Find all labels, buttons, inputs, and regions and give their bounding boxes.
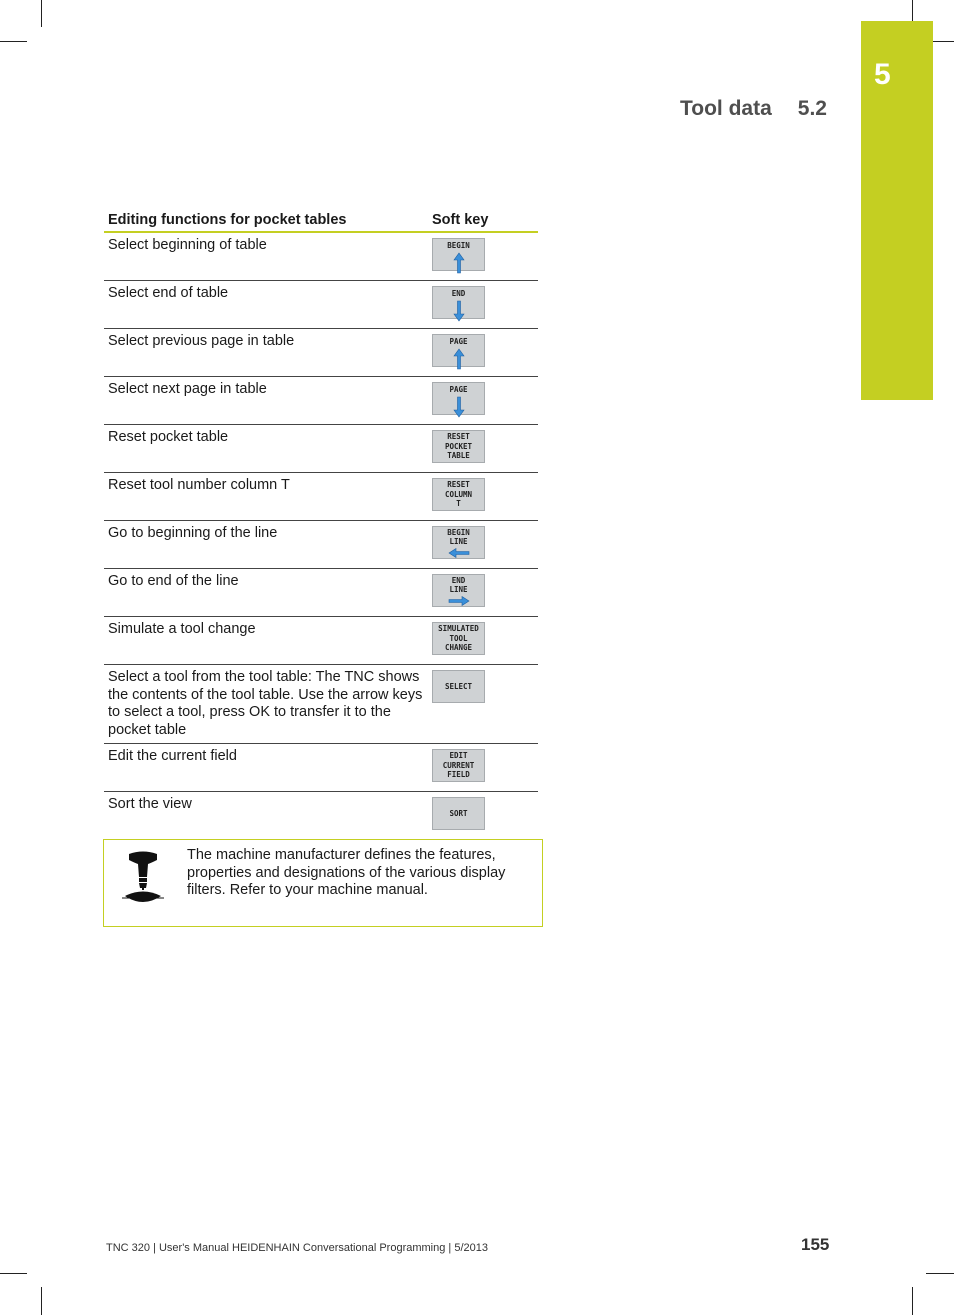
function-description: Sort the view — [104, 792, 428, 840]
softkey-cell — [428, 792, 538, 840]
softkey-begin[interactable] — [432, 238, 485, 271]
page-number: 155 — [801, 1235, 830, 1254]
table-row — [104, 425, 538, 473]
arrow-up-icon — [453, 252, 465, 274]
note-divider — [185, 840, 186, 926]
table-row — [104, 617, 538, 665]
crop-mark — [41, 1287, 42, 1315]
softkey-label: END — [451, 575, 466, 585]
table-row — [104, 329, 538, 377]
softkey-cell — [428, 232, 538, 281]
crop-mark — [912, 0, 913, 21]
softkey-label: POCKET — [444, 441, 473, 451]
softkey-label: SORT — [449, 808, 468, 818]
softkey-cell — [428, 665, 538, 744]
page-header — [680, 97, 827, 121]
header-section: 5.2 — [797, 97, 827, 120]
function-description: Select a tool from the tool table: The TNC shows the contents of the tool table. Use the arrow keys to select a tool, press OK to transfer it to the pocket table — [104, 665, 428, 744]
softkey-label: T — [456, 499, 461, 509]
table-row — [104, 377, 538, 425]
pocket-table-functions — [104, 208, 538, 840]
table-row — [104, 792, 538, 840]
function-description: Go to end of the line — [104, 569, 428, 617]
softkey-label: PAGE — [449, 337, 468, 346]
arrow-up-icon — [453, 348, 465, 370]
crop-mark — [41, 0, 42, 27]
softkey-cell — [428, 377, 538, 425]
table-row — [104, 665, 538, 744]
table-row — [104, 744, 538, 792]
softkey-cell — [428, 617, 538, 665]
crop-mark — [926, 1273, 954, 1274]
softkey-cell — [428, 425, 538, 473]
softkey-reset-column-t[interactable] — [432, 478, 485, 511]
softkey-sort[interactable] — [432, 797, 485, 830]
header-title: Tool data — [680, 97, 772, 120]
softkey-label: RESET — [447, 432, 470, 442]
softkey-simulated-tool-change[interactable] — [432, 622, 485, 655]
chapter-tab — [861, 21, 933, 400]
softkey-cell — [428, 473, 538, 521]
column-header-function: Editing functions for pocket tables — [104, 208, 428, 232]
softkey-label: FIELD — [447, 770, 470, 780]
note-box — [103, 839, 543, 927]
crop-mark — [0, 1273, 27, 1274]
softkey-label: LINE — [449, 585, 468, 594]
machine-manufacturer-icon — [122, 850, 164, 909]
function-description: Select previous page in table — [104, 329, 428, 377]
function-description: Reset tool number column T — [104, 473, 428, 521]
crop-mark — [912, 1287, 913, 1315]
softkey-label: SIMULATED — [438, 624, 479, 634]
softkey-label: COLUMN — [444, 489, 473, 499]
softkey-page[interactable] — [432, 334, 485, 367]
softkey-label: LINE — [449, 537, 468, 546]
arrow-down-icon — [453, 300, 465, 322]
function-description: Reset pocket table — [104, 425, 428, 473]
softkey-label: PAGE — [449, 385, 468, 394]
note-text: The machine manufacturer defines the features, properties and designations of the various display filters. Refer to your machine manual. — [187, 847, 506, 898]
function-description: Simulate a tool change — [104, 617, 428, 665]
table-row — [104, 473, 538, 521]
softkey-label: BEGIN — [447, 527, 470, 537]
softkey-label: CHANGE — [444, 643, 473, 653]
function-description: Go to beginning of the line — [104, 521, 428, 569]
softkey-end[interactable] — [432, 286, 485, 319]
table-header-row — [104, 208, 538, 232]
softkey-cell — [428, 744, 538, 792]
arrow-right-icon — [448, 596, 470, 606]
function-description: Edit the current field — [104, 744, 428, 792]
crop-mark — [0, 41, 27, 42]
arrow-left-icon — [448, 548, 470, 558]
table-row — [104, 232, 538, 281]
table-row — [104, 281, 538, 329]
arrow-down-icon — [453, 396, 465, 418]
function-description: Select next page in table — [104, 377, 428, 425]
table-row — [104, 569, 538, 617]
softkey-cell — [428, 521, 538, 569]
softkey-label: END — [451, 289, 466, 298]
softkey-reset-pocket-table[interactable] — [432, 430, 485, 463]
softkey-select[interactable] — [432, 670, 485, 703]
softkey-label: RESET — [447, 480, 470, 490]
function-description: Select beginning of table — [104, 232, 428, 281]
softkey-cell — [428, 569, 538, 617]
softkey-label: SELECT — [444, 681, 473, 691]
softkey-cell — [428, 281, 538, 329]
softkey-begin-line[interactable] — [432, 526, 485, 559]
softkey-label: CURRENT — [442, 760, 475, 770]
softkey-end-line[interactable] — [432, 574, 485, 607]
softkey-page[interactable] — [432, 382, 485, 415]
softkey-label: EDIT — [449, 751, 468, 761]
column-header-softkey: Soft key — [428, 208, 538, 232]
softkey-label: TABLE — [447, 451, 470, 461]
softkey-label: TOOL — [449, 633, 468, 643]
table-row — [104, 521, 538, 569]
softkey-label: BEGIN — [447, 241, 470, 250]
function-description: Select end of table — [104, 281, 428, 329]
softkey-cell — [428, 329, 538, 377]
softkey-edit-current-field[interactable] — [432, 749, 485, 782]
chapter-number: 5 — [874, 58, 891, 91]
footer-text: TNC 320 | User's Manual HEIDENHAIN Conversational Programming | 5/2013 — [106, 1242, 488, 1254]
